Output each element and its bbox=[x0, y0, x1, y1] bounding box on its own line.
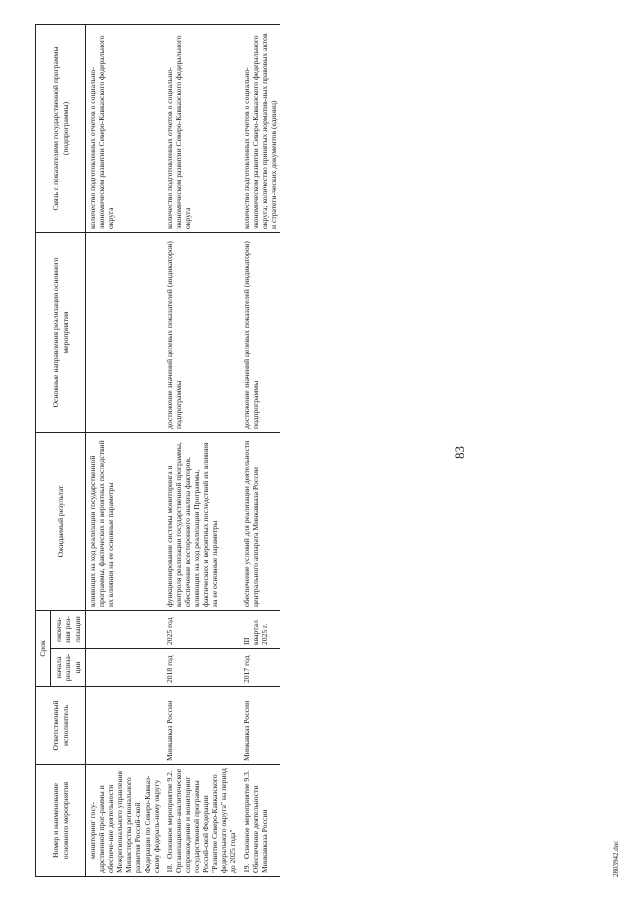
cell-end: III квартал 2025 г. bbox=[240, 610, 280, 648]
cell-directions bbox=[86, 232, 163, 432]
cell-link: количество подготовленных отчетов о социально-экономическом развитии Северо-Кавказского федерального округа bbox=[163, 24, 240, 232]
file-name: 2803942.doc bbox=[612, 840, 620, 877]
cell-start bbox=[86, 649, 163, 687]
cell-executor: Минкавказ России bbox=[163, 687, 240, 765]
cell-executor bbox=[86, 687, 163, 765]
header-term: Срок bbox=[36, 610, 51, 686]
header-number-name: Номер и наименование основного мероприятия bbox=[36, 765, 86, 877]
cell-start: 2018 год bbox=[163, 649, 240, 687]
cell-end bbox=[86, 610, 163, 648]
cell-name: мониторинг госу-дарственной прог-раммы и обеспече-ние деятельности Межрегионального управления Министерства регионального развития Россий-ской Федерации по Северо-Кавказ-скому федераль-ному округу bbox=[86, 765, 163, 877]
header-executor: Ответственный исполнитель bbox=[36, 687, 86, 765]
table-row bbox=[163, 24, 240, 876]
cell-result: влияющих на ход реализации государственной программы, фактических и вероятных последствий их влияния на ее основные параметры bbox=[86, 432, 163, 610]
header-end: оконча-ния реа-лизации bbox=[51, 610, 86, 648]
page-number: 83 bbox=[452, 446, 467, 459]
cell-start: 2017 год bbox=[240, 649, 280, 687]
cell-name: 18.Основное мероприятие 9.2. Организационно-аналитическое сопровождение и мониторинг государственной программы Россий-ской Федерации "Развитие Северо-Кавказского федерального округа" на период до 2025 года" bbox=[163, 765, 240, 877]
cell-result: функционирование системы мониторинга и контроля реализации государственной программы, обеспечение всестороннего анализа факторов, влияющих на ход реализации Программы, фактических и вероятных последствий их влияния на ее основные параметры bbox=[163, 432, 240, 610]
header-result: Ожидаемый результат bbox=[36, 432, 86, 610]
header-link: Связь с показателями государственной программы (подпрограммы) bbox=[36, 24, 86, 232]
cell-directions: достижение значений целевых показателей (индикаторов) подпрограммы bbox=[240, 232, 280, 432]
table-row bbox=[240, 24, 280, 876]
program-table bbox=[35, 24, 280, 877]
cell-end: 2025 год bbox=[163, 610, 240, 648]
cell-link: количество подготовленных отчетов о социально-экономическом развитии Северо-Кавказского федерального округа; количество принятых норматив-ных правовых актов и стратеги-ческих документов (единиц) bbox=[240, 24, 280, 232]
header-start: начала реализа-ции bbox=[51, 649, 86, 687]
cell-executor: Минкавказ России bbox=[240, 687, 280, 765]
header-directions: Основные направления реализации основного мероприятия bbox=[36, 232, 86, 432]
cell-name: 19.Основное мероприятие 9.3. Обеспечение деятельности Минкавказа России bbox=[240, 765, 280, 877]
cell-result: обеспечение условий для реализации деятельности центрального аппарата Минкавказа России bbox=[240, 432, 280, 610]
cell-directions: достижение значений целевых показателей (индикаторов) подпрограммы bbox=[163, 232, 240, 432]
table-row bbox=[86, 24, 163, 876]
cell-link: количество подготовленных отчетов о социально-экономическом развитии Северо-Кавказского федерального округа bbox=[86, 24, 163, 232]
